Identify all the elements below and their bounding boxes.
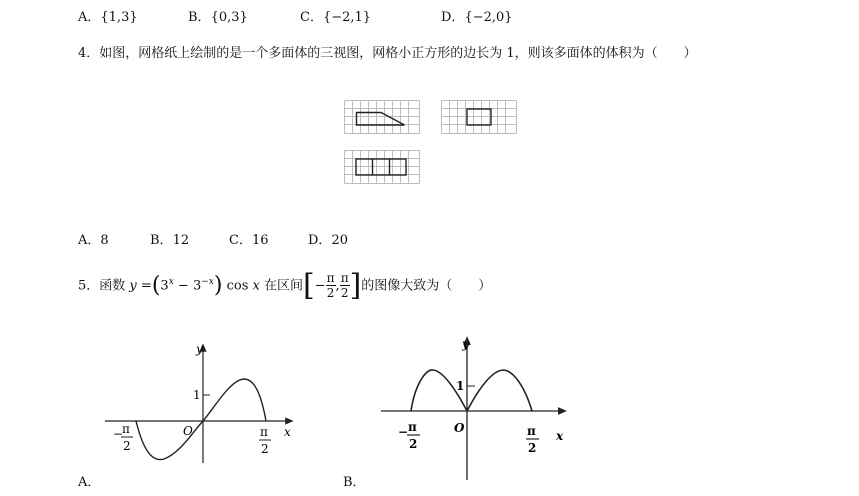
- label-y: y: [196, 342, 203, 356]
- minus-sign: −: [177, 278, 189, 294]
- label-one: 1: [456, 379, 465, 393]
- equals-sign: =: [140, 278, 152, 294]
- option-letter: D．: [441, 10, 465, 25]
- exp-pos: x: [168, 277, 174, 287]
- bracket-left: [: [303, 267, 315, 303]
- neg-sign: −: [314, 278, 326, 294]
- base-3b: 3: [192, 278, 202, 294]
- label-y: y: [462, 337, 469, 351]
- top-view-figure: [344, 150, 420, 184]
- paren-right: ): [213, 272, 223, 298]
- option-value: 20: [331, 233, 348, 248]
- option-value: {1,3}: [100, 10, 138, 25]
- option-letter: C．: [229, 233, 252, 248]
- q3-option-b: [188, 6, 248, 25]
- label-origin: O: [454, 421, 465, 435]
- q3-option-a: [78, 6, 138, 25]
- q5-stem: [78, 262, 491, 302]
- label-pi-right: π: [260, 425, 268, 439]
- option-letter: A．: [78, 233, 101, 248]
- option-value: 12: [172, 233, 190, 248]
- cos-fn: cos: [226, 278, 249, 294]
- q4-option-a: [78, 229, 109, 248]
- label-pi-right: π: [527, 424, 536, 438]
- label-x: x: [556, 429, 564, 443]
- label-two-left: 2: [123, 439, 131, 453]
- side-view-figure: [441, 100, 517, 134]
- label-two-left: 2: [409, 437, 418, 451]
- option-letter: A．: [78, 10, 101, 25]
- label-origin: O: [183, 424, 193, 438]
- option-value: 16: [251, 233, 269, 248]
- label-pi-left: π: [408, 420, 417, 434]
- option-letter: B．: [150, 233, 173, 248]
- label-two-right: 2: [528, 441, 537, 455]
- fraction-pi-over-2b: $\frac{\pi}{2}$: [340, 271, 349, 301]
- graph-a: [100, 335, 310, 465]
- q3-option-c: [300, 6, 371, 25]
- label-one: 1: [193, 388, 201, 402]
- front-view-figure: [344, 100, 420, 134]
- var-x: x: [252, 278, 260, 294]
- q3-option-d: [441, 6, 513, 25]
- graph-option-a: A．: [78, 475, 101, 490]
- option-value: 8: [100, 233, 109, 248]
- bracket-right: ]: [349, 267, 362, 303]
- exp-neg: −x: [201, 277, 214, 287]
- q4-option-c: [229, 229, 269, 248]
- option-value: {−2,0}: [464, 10, 513, 25]
- label-minus: −: [113, 427, 124, 441]
- label-two-right: 2: [261, 442, 269, 456]
- q5-prefix: 5．函数: [78, 278, 126, 294]
- label-x: x: [284, 425, 291, 439]
- option-value: {0,3}: [210, 10, 248, 25]
- q4-stem: 4．如图，网格纸上绘制的是一个多面体的三视图，网格小正方形的边长为 1，则该多面体的体积为（ ）: [78, 46, 697, 61]
- base-3: 3: [160, 278, 169, 294]
- graph-b: [378, 334, 578, 484]
- label-minus: −: [398, 425, 409, 439]
- curve-a: [136, 379, 266, 460]
- comma: ,: [335, 278, 340, 294]
- option-letter: B．: [188, 10, 211, 25]
- option-letter: C．: [300, 10, 323, 25]
- graph-option-b: B．: [343, 475, 366, 490]
- paren-left: (: [151, 272, 161, 298]
- curve-b: [411, 370, 532, 411]
- q5-suffix: 的图像大致为（ ）: [361, 278, 492, 294]
- q4-option-d: [308, 229, 348, 248]
- q5-mid: 在区间: [264, 278, 304, 294]
- fraction-pi-over-2: $\frac{\pi}{2}$: [326, 271, 335, 301]
- option-value: {−2,1}: [322, 10, 372, 25]
- option-letter: D．: [308, 233, 332, 248]
- q4-option-b: [150, 229, 189, 248]
- func-y: y: [129, 278, 137, 294]
- label-pi-left: π: [122, 422, 130, 436]
